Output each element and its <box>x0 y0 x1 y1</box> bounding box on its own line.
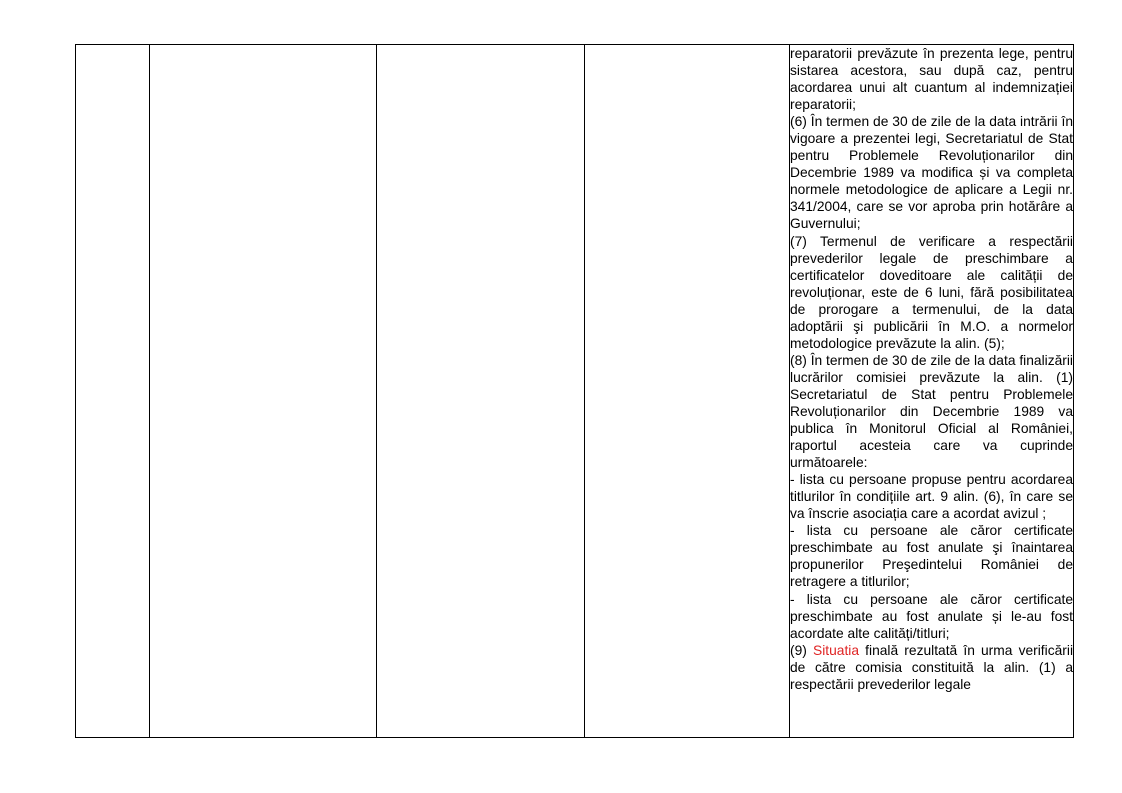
table-cell-col-5 <box>790 45 1074 738</box>
table-cell-col-1 <box>76 45 150 738</box>
table-cell-col-3 <box>377 45 585 738</box>
table-row <box>76 45 1074 738</box>
article-text-tail: finală rezultată în urma verificării de către comisia constituită la alin. (1) a respectării prevederilor legale <box>790 642 1074 692</box>
article-text <box>790 45 1073 693</box>
highlighted-word: Situatia <box>813 642 860 658</box>
document-table <box>75 44 1074 738</box>
article-text-main: reparatorii prevăzute în prezenta lege, pentru sistarea acestora, sau după caz, pentru acordarea unui alt cuantum al indemnizației reparatorii; (6) În termen de 30 de zile de la data intrării în vigoare a prezentei legi, Secretariatul de Stat pentru Problemele Revoluționarilor din Decembrie 1989 va modifica și va completa normele metodologice de aplicare a Legii nr. 341/2004, care se vor aproba prin hotărâre a Guvernului; (7) Termenul de verificare a respectării prevederilor legale de preschimbare a certificatelor doveditoare ale calității de revoluționar, este de 6 luni, fără posibilitatea de prorogare a termenului, de la data adoptării şi publicării în M.O. a normelor metodologice prevăzute la alin. (5); (8) În termen de 30 de zile de la data finalizării lucrărilor comisiei prevăzute la alin. (1) Secretariatul de Stat pentru Problemele Revoluționarilor din Decembrie 1989 va publica în Monitorul Oficial al României, raportul acesteia care va cuprinde următoarele: - lista cu persoane propuse pentru acordarea titlurilor în condițiile art. 9 alin. (6), în care se va înscrie asociația care a acordat avizul ; - lista cu persoane ale căror certificate preschimbate au fost anulate şi înaintarea propunerilor Preşedintelui României de retragere a titlurilor; - lista cu persoane ale căror certificate preschimbate au fost anulate și le-au fost acordate alte calități/titluri; (9) <box>790 46 1073 658</box>
table-cell-col-4 <box>585 45 790 738</box>
table-cell-col-2 <box>150 45 377 738</box>
